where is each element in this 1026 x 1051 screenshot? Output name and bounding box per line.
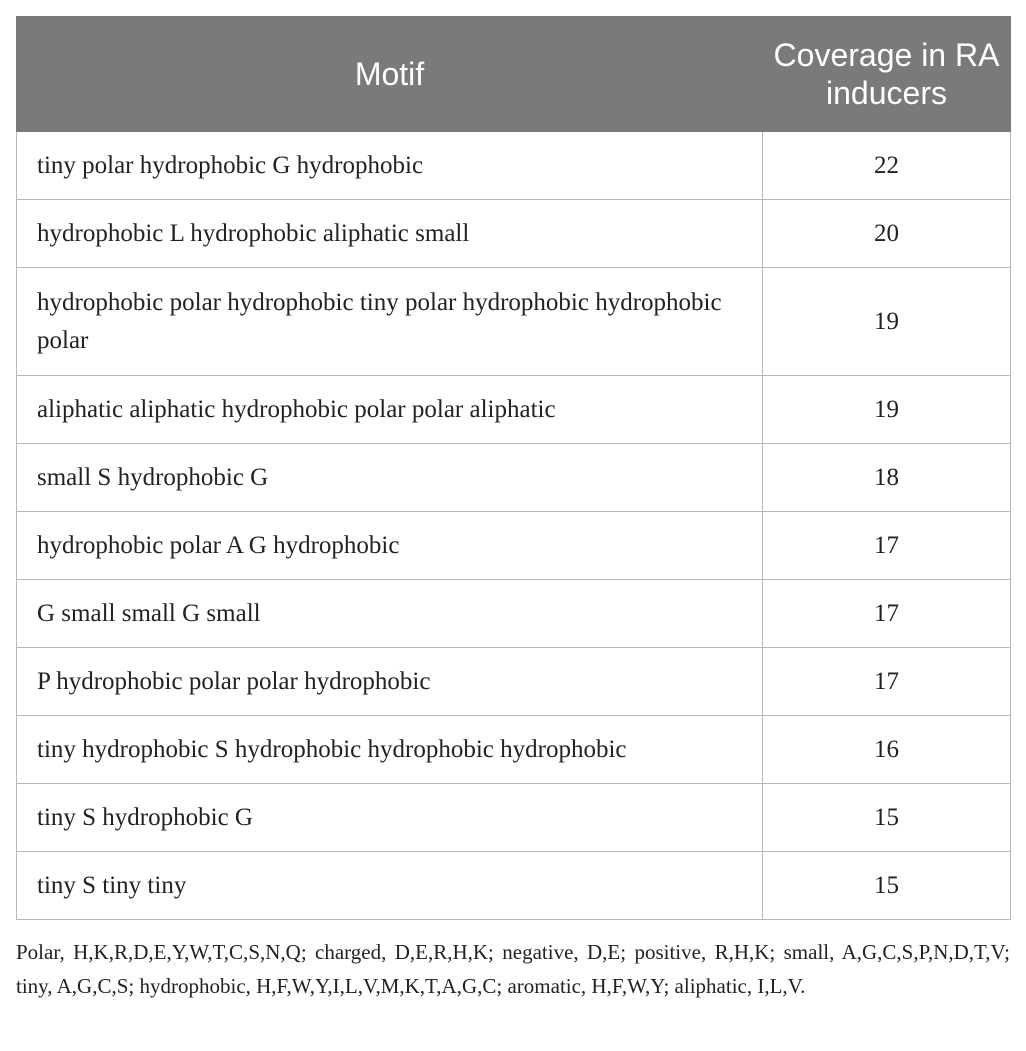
table-row xyxy=(17,580,1011,648)
motif-cell: hydrophobic polar hydrophobic tiny polar hydrophobic hydrophobic polar xyxy=(17,268,763,376)
table-row xyxy=(17,132,1011,200)
motif-cell: tiny hydrophobic S hydrophobic hydrophobic hydrophobic xyxy=(17,716,763,784)
coverage-cell: 15 xyxy=(763,784,1011,852)
motif-cell: tiny S hydrophobic G xyxy=(17,784,763,852)
motif-cell: P hydrophobic polar polar hydrophobic xyxy=(17,648,763,716)
coverage-cell: 17 xyxy=(763,648,1011,716)
coverage-cell: 19 xyxy=(763,376,1011,444)
coverage-cell: 19 xyxy=(763,268,1011,376)
coverage-cell: 15 xyxy=(763,852,1011,920)
motif-cell: G small small G small xyxy=(17,580,763,648)
coverage-cell: 17 xyxy=(763,580,1011,648)
motif-cell: small S hydrophobic G xyxy=(17,444,763,512)
motif-cell: hydrophobic L hydrophobic aliphatic small xyxy=(17,200,763,268)
motif-coverage-table xyxy=(16,16,1011,920)
motif-cell: aliphatic aliphatic hydrophobic polar polar aliphatic xyxy=(17,376,763,444)
motif-cell: tiny S tiny tiny xyxy=(17,852,763,920)
header-coverage: Coverage in RA inducers xyxy=(763,17,1011,132)
table-footnote: Polar, H,K,R,D,E,Y,W,T,C,S,N,Q; charged, D,E,R,H,K; negative, D,E; positive, R,H,K; small, A,G,C,S,P,N,D,T,V; tiny, A,G,C,S; hydrophobic, H,F,W,Y,I,L,V,M,K,T,A,G,C; aromatic, H,F,W,Y; aliphatic, I,L,V. xyxy=(16,940,1010,998)
coverage-cell: 22 xyxy=(763,132,1011,200)
motif-table-container xyxy=(16,16,1010,920)
table-header-row xyxy=(17,17,1011,132)
table-row xyxy=(17,512,1011,580)
table-row xyxy=(17,648,1011,716)
coverage-cell: 17 xyxy=(763,512,1011,580)
table-row xyxy=(17,376,1011,444)
coverage-cell: 16 xyxy=(763,716,1011,784)
table-row xyxy=(17,268,1011,376)
coverage-cell: 20 xyxy=(763,200,1011,268)
table-row xyxy=(17,444,1011,512)
table-row xyxy=(17,200,1011,268)
table-row xyxy=(17,784,1011,852)
table-row xyxy=(17,716,1011,784)
coverage-cell: 18 xyxy=(763,444,1011,512)
header-motif: Motif xyxy=(17,17,763,132)
motif-cell: hydrophobic polar A G hydrophobic xyxy=(17,512,763,580)
motif-cell: tiny polar hydrophobic G hydrophobic xyxy=(17,132,763,200)
table-row xyxy=(17,852,1011,920)
